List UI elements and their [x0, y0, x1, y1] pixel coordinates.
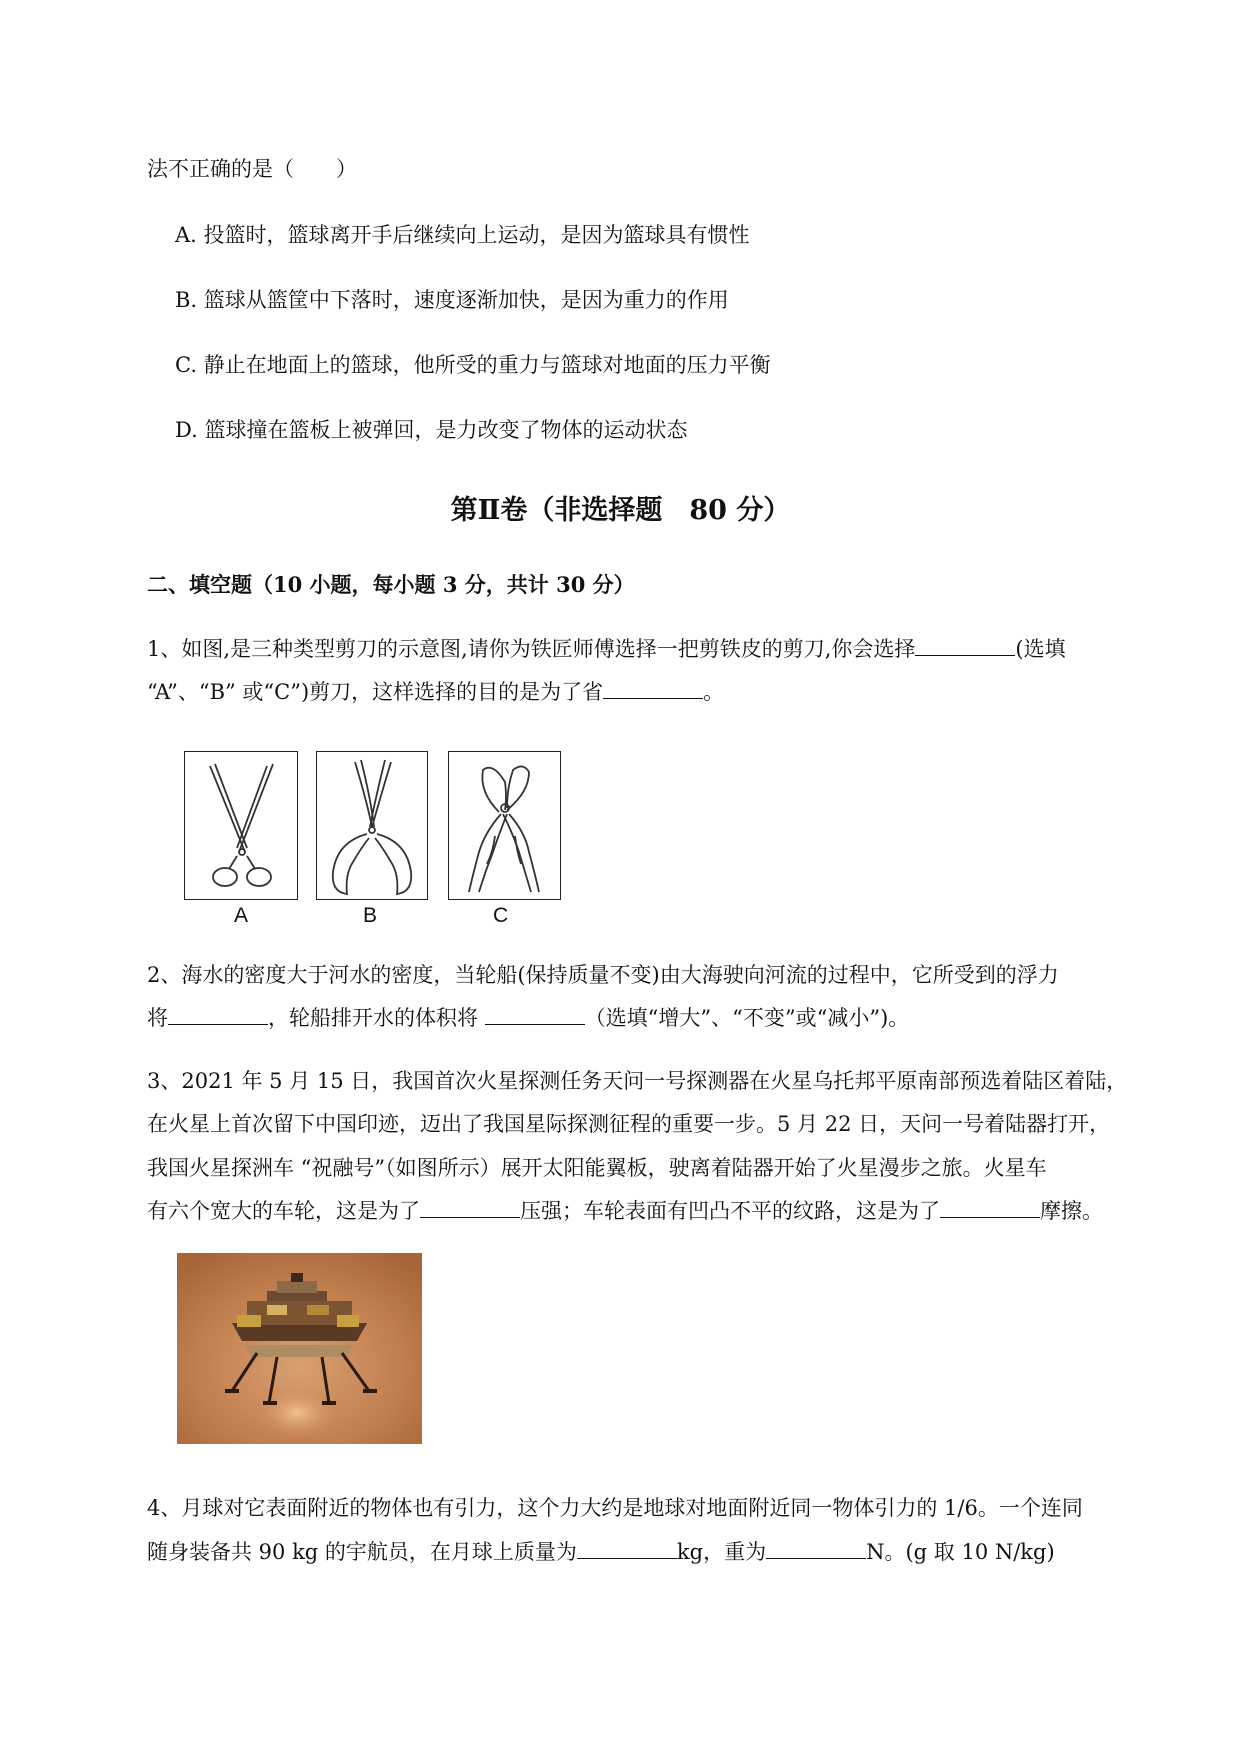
figure-label-c: C	[493, 904, 509, 927]
q3-line-3: 我国火星探洲车 “祝融号”（如图所示）展开太阳能翼板，驶离着陆器开始了火星漫步之旅。火星车	[147, 1156, 1047, 1180]
answer-blank[interactable]	[915, 635, 1015, 656]
q2-line-2	[147, 1003, 909, 1033]
answer-blank[interactable]	[168, 1004, 268, 1025]
answer-blank[interactable]	[940, 1197, 1040, 1218]
q1-line-1	[147, 634, 1066, 664]
option-letter: D.	[175, 418, 198, 442]
q2-text: （选填“增大”、“不变”或“减小”)。	[584, 1006, 910, 1030]
q4-text: kg，重为	[676, 1540, 767, 1564]
answer-blank[interactable]	[420, 1197, 520, 1218]
option-a	[175, 220, 750, 250]
scissors-b-figure	[316, 751, 428, 900]
option-text: 静止在地面上的篮球，他所受的重力与篮球对地面的压力平衡	[203, 353, 771, 377]
scissors-c-icon	[449, 752, 560, 899]
answer-blank[interactable]	[485, 1004, 585, 1025]
q1-text: 。	[703, 680, 725, 704]
q1-text: (选填	[1015, 637, 1066, 661]
option-letter: C.	[175, 353, 197, 377]
option-b	[175, 285, 729, 315]
mars-rover-image	[177, 1253, 422, 1444]
scissors-a-figure	[184, 751, 298, 900]
q2-text: 将	[147, 1006, 168, 1030]
scissors-c-figure	[448, 751, 561, 900]
q4-line-2	[147, 1537, 1055, 1567]
q1-text: “A”、“B” 或“C”)剪刀，这样选择的目的是为了省	[147, 680, 604, 704]
q3-text: 压强；车轮表面有凹凸不平的纹路，这是为了	[520, 1199, 940, 1223]
question-stem-tail: 法不正确的是（ ）	[147, 157, 357, 181]
option-c	[175, 350, 771, 380]
q3-text: 摩擦。	[1040, 1199, 1103, 1223]
q3-text: 有六个宽大的车轮，这是为了	[147, 1199, 420, 1223]
q2-line-1: 2、海水的密度大于河水的密度，当轮船(保持质量不变)由大海驶向河流的过程中，它所受到的浮力	[147, 963, 1059, 987]
q4-text: N。(g 取 10 N/kg)	[866, 1540, 1055, 1564]
option-text: 篮球从篮筐中下落时，速度逐渐加快，是因为重力的作用	[203, 288, 729, 312]
option-letter: B.	[175, 288, 198, 312]
figure-label-a: A	[234, 904, 249, 927]
q3-line-1: 3、2021 年 5 月 15 日，我国首次火星探测任务天问一号探测器在火星乌托邦平原南部预选着陆区着陆，	[147, 1069, 1128, 1093]
mars-rover-photo	[177, 1253, 422, 1444]
answer-blank[interactable]	[577, 1538, 677, 1559]
option-text: 投篮时，篮球离开手后继续向上运动，是因为篮球具有惯性	[203, 223, 750, 247]
answer-blank[interactable]	[766, 1538, 866, 1559]
q1-line-2	[147, 677, 724, 707]
option-d	[175, 415, 687, 445]
scissors-b-icon	[317, 752, 427, 899]
q3-line-4	[147, 1196, 1103, 1226]
scissors-a-icon	[185, 752, 297, 899]
q2-text: ，轮船排开水的体积将	[268, 1006, 478, 1030]
part-title: 第Ⅱ卷（非选择题 80 分）	[450, 495, 791, 526]
q1-text: 1、如图,是三种类型剪刀的示意图,请你为铁匠师傅选择一把剪铁皮的剪刀,你会选择	[147, 637, 916, 661]
option-text: 篮球撞在篮板上被弹回，是力改变了物体的运动状态	[204, 418, 688, 442]
q4-line-1: 4、月球对它表面附近的物体也有引力，这个力大约是地球对地面附近同一物体引力的 1/6。一个连同	[147, 1496, 1083, 1520]
section-heading: 二、填空题（10 小题，每小题 3 分，共计 30 分）	[147, 572, 635, 597]
q4-text: 随身装备共 90 kg 的宇航员，在月球上质量为	[147, 1540, 577, 1564]
option-letter: A.	[175, 223, 197, 247]
q3-line-2: 在火星上首次留下中国印迹，迈出了我国星际探测征程的重要一步。5 月 22 日，天问一号着陆器打开，	[147, 1112, 1111, 1136]
figure-label-b: B	[363, 904, 378, 927]
answer-blank[interactable]	[603, 678, 703, 699]
